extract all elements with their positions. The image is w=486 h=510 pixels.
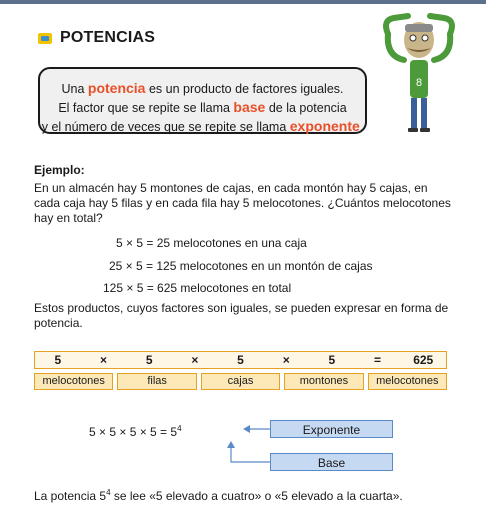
factor-label: montones <box>284 373 363 390</box>
factor-label: cajas <box>201 373 280 390</box>
intro-text: Estos productos, cuyos factores son iguales, se pueden expresar en forma de potencia. <box>34 301 449 330</box>
equation-1: 5 × 5 = 25 melocotones en una caja <box>116 236 307 250</box>
factor-label: melocotones <box>34 373 113 390</box>
exponent-label: Exponente <box>270 420 393 438</box>
example-heading: Ejemplo: <box>34 163 85 177</box>
reading-sentence: La potencia $5^4$ se lee «5 elevado a cuatro» o «5 elevado a la cuarta». <box>34 488 403 503</box>
term-potencia: potencia <box>87 80 146 96</box>
equation-2: 25 × 5 = 125 melocotones en un montón de cajas <box>109 259 373 273</box>
product-symbol: 5 <box>54 353 62 367</box>
product-symbol: = <box>374 353 382 367</box>
equation-3: 125 × 5 = 625 melocotones en total <box>103 281 292 295</box>
term-base: base <box>233 99 266 115</box>
product-symbol: 5 <box>237 353 244 367</box>
definition-box: Una potencia es un producto de factores iguales. El factor que se repite se llama base de la potencia y el número de veces que se repite se llama exponente. <box>38 67 367 134</box>
power-expression: $5 \times 5 \times 5 \times 5 = 5^4$ <box>89 424 182 439</box>
thinking-character-illustration <box>374 10 464 140</box>
product-symbol: 5 <box>145 353 153 367</box>
shirt-number: 8 <box>415 77 423 89</box>
factor-label: filas <box>117 373 196 390</box>
base-label: Base <box>270 453 393 471</box>
term-exponente: exponente <box>289 118 360 134</box>
product-symbol: × <box>100 353 108 367</box>
example-problem: En un almacén hay 5 montones de cajas, en cada montón hay 5 cajas, en cada caja hay 5 filas y en cada fila hay 5 melocotones. ¿Cuántos melocotones hay en total? <box>34 181 451 225</box>
exponent-superscript: 4 <box>177 424 182 433</box>
product-symbol: × <box>282 353 290 367</box>
product-symbol: × <box>191 353 199 367</box>
product-symbol: 5 <box>328 353 336 367</box>
section-title: POTENCIAS <box>60 29 156 46</box>
factor-label: melocotones <box>368 373 447 390</box>
factor-labels-row <box>34 373 447 390</box>
product-row <box>34 351 447 369</box>
square-bullet-icon <box>38 33 52 44</box>
product-symbol: 625 <box>413 353 434 367</box>
top-border <box>0 0 486 4</box>
